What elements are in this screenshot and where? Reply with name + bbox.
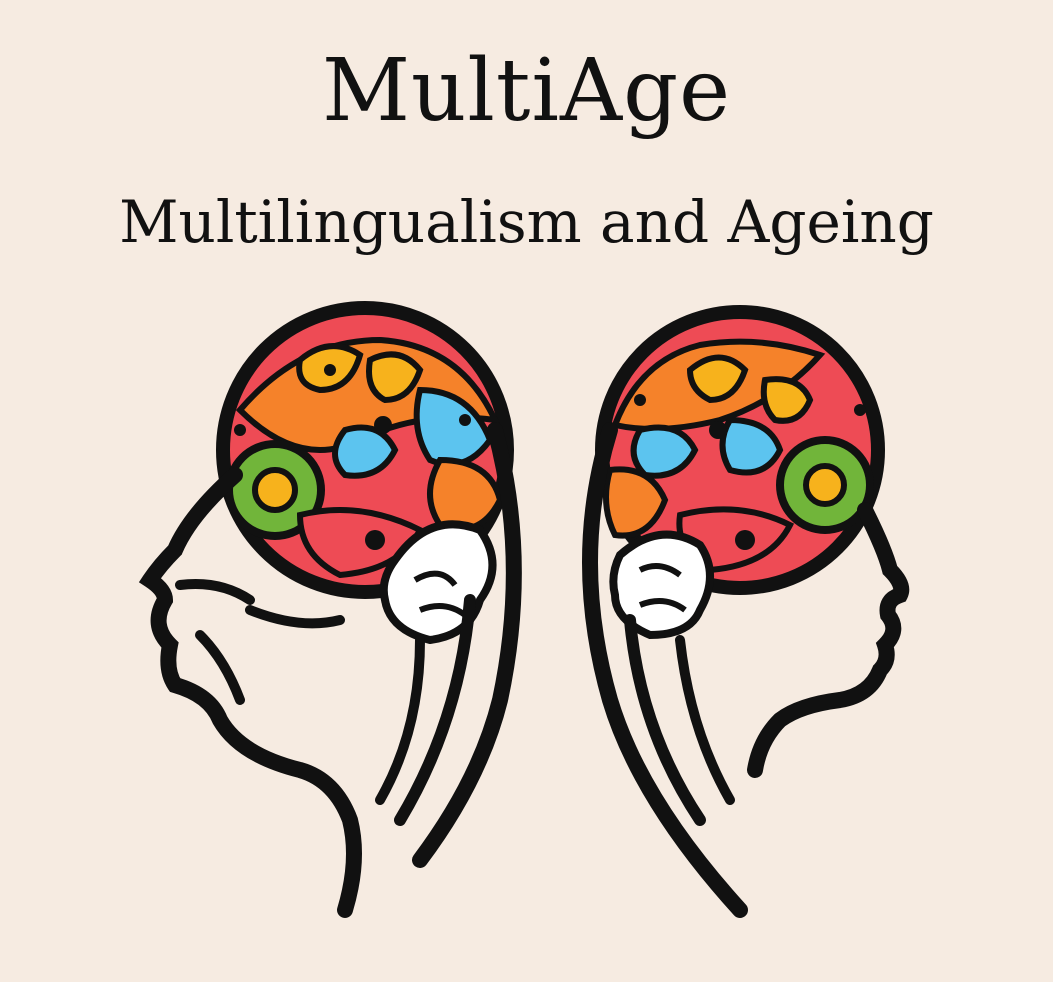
heads-illustration — [0, 300, 1053, 960]
logo-subtitle: Multilingualism and Ageing — [119, 188, 934, 256]
logo-title: MultiAge — [321, 41, 732, 141]
right-brain-pattern — [602, 312, 878, 635]
younger-head-profile-icon — [590, 312, 901, 910]
older-head-profile-icon — [150, 308, 514, 910]
left-brain-pattern — [223, 308, 507, 640]
